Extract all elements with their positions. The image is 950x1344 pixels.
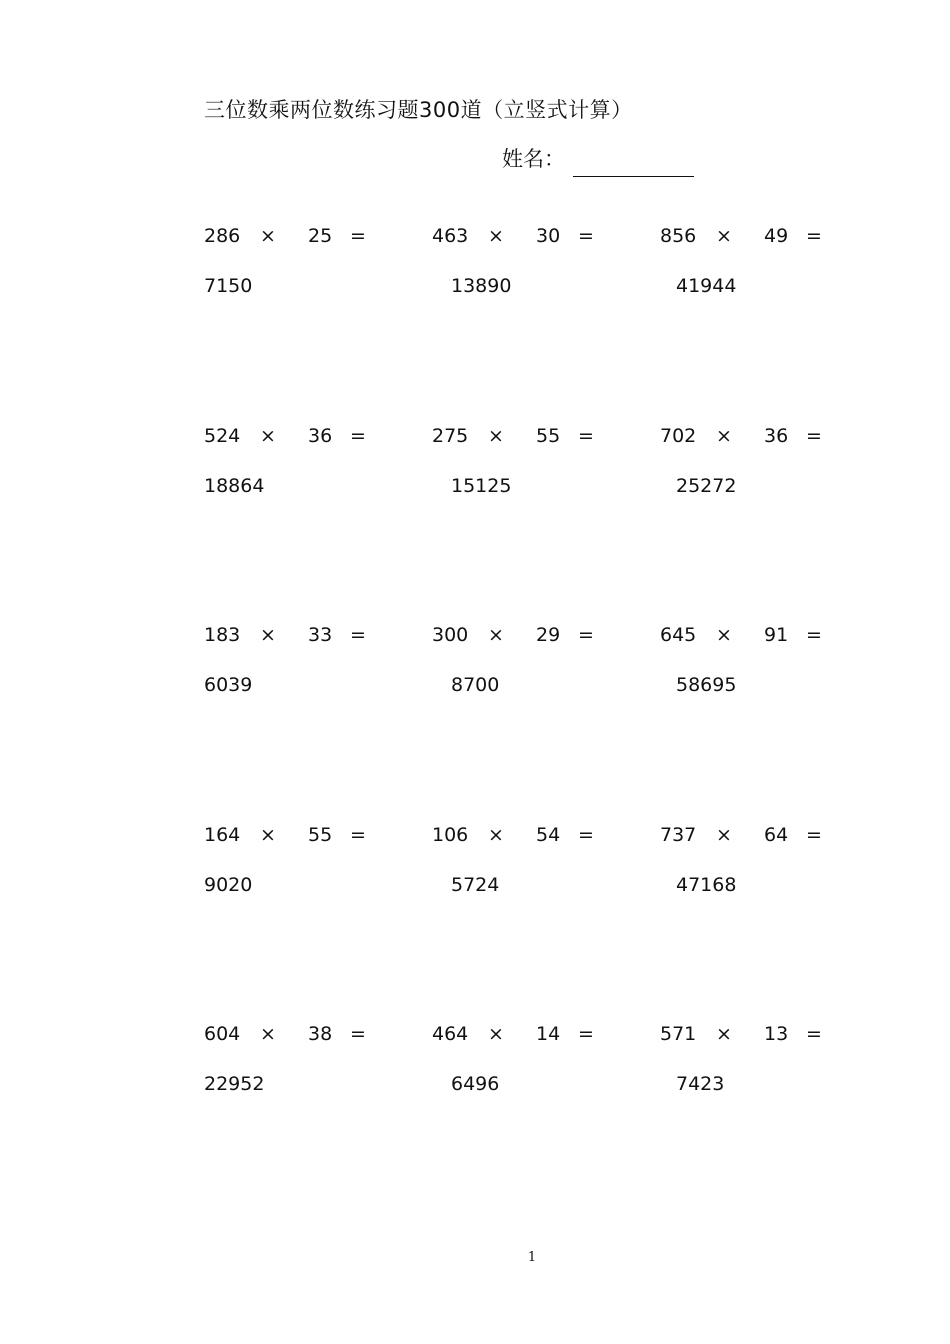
equals-sign: =	[806, 624, 822, 646]
multiply-sign: ×	[260, 823, 276, 846]
second-operand: 36	[764, 424, 789, 447]
second-operand: 54	[536, 823, 561, 846]
first-operand: 604	[204, 1023, 241, 1045]
second-operand: 36	[308, 424, 333, 447]
answer: 22952	[204, 1073, 265, 1095]
second-operand: 14	[536, 1023, 561, 1045]
name-label: 姓名：	[502, 147, 565, 171]
answer: 13890	[451, 275, 512, 297]
problem	[660, 623, 830, 647]
problem	[432, 1022, 602, 1046]
answer: 58695	[676, 674, 737, 696]
multiply-sign: ×	[716, 225, 732, 247]
problem	[432, 424, 602, 448]
problem	[204, 224, 374, 248]
equals-sign: =	[350, 624, 366, 646]
second-operand: 25	[308, 225, 333, 247]
equals-sign: =	[578, 823, 594, 846]
first-operand: 856	[660, 225, 697, 247]
problem	[660, 424, 830, 448]
answer: 18864	[204, 474, 265, 497]
multiply-sign: ×	[488, 225, 504, 247]
first-operand: 702	[660, 424, 697, 447]
second-operand: 49	[764, 225, 789, 247]
first-operand: 106	[432, 823, 469, 846]
first-operand: 464	[432, 1023, 469, 1045]
problem	[204, 424, 374, 448]
multiply-sign: ×	[488, 624, 504, 646]
equals-sign: =	[806, 424, 822, 447]
multiply-sign: ×	[260, 624, 276, 646]
first-operand: 645	[660, 624, 697, 646]
second-operand: 13	[764, 1023, 789, 1045]
problem	[660, 224, 830, 248]
first-operand: 463	[432, 225, 469, 247]
second-operand: 38	[308, 1023, 333, 1045]
problem	[432, 623, 602, 647]
equals-sign: =	[578, 225, 594, 247]
second-operand: 30	[536, 225, 561, 247]
equals-sign: =	[578, 424, 594, 447]
equals-sign: =	[350, 424, 366, 447]
first-operand: 275	[432, 424, 469, 447]
second-operand: 55	[536, 424, 561, 447]
problem	[432, 823, 602, 847]
answer: 25272	[676, 474, 737, 497]
answer: 6496	[451, 1073, 500, 1095]
first-operand: 183	[204, 624, 241, 646]
first-operand: 737	[660, 823, 697, 846]
answer: 47168	[676, 873, 737, 896]
problem	[660, 1022, 830, 1046]
answer: 8700	[451, 674, 500, 696]
multiply-sign: ×	[716, 624, 732, 646]
first-operand: 524	[204, 424, 241, 447]
name-blank-line	[573, 176, 694, 177]
second-operand: 33	[308, 624, 333, 646]
equals-sign: =	[806, 1023, 822, 1045]
first-operand: 300	[432, 624, 469, 646]
problem	[660, 823, 830, 847]
multiply-sign: ×	[716, 424, 732, 447]
multiply-sign: ×	[488, 424, 504, 447]
multiply-sign: ×	[488, 1023, 504, 1045]
first-operand: 164	[204, 823, 241, 846]
first-operand: 571	[660, 1023, 697, 1045]
multiply-sign: ×	[488, 823, 504, 846]
answer: 6039	[204, 674, 253, 696]
problem	[204, 623, 374, 647]
equals-sign: =	[578, 624, 594, 646]
multiply-sign: ×	[260, 1023, 276, 1045]
page-title: 三位数乘两位数练习题300道（立竖式计算）	[204, 98, 633, 122]
multiply-sign: ×	[716, 1023, 732, 1045]
equals-sign: =	[350, 823, 366, 846]
problem	[204, 1022, 374, 1046]
answer: 9020	[204, 873, 253, 896]
answer: 7423	[676, 1073, 725, 1095]
problem	[204, 823, 374, 847]
second-operand: 55	[308, 823, 333, 846]
answer: 15125	[451, 474, 512, 497]
equals-sign: =	[578, 1023, 594, 1045]
equals-sign: =	[806, 823, 822, 846]
equals-sign: =	[806, 225, 822, 247]
equals-sign: =	[350, 1023, 366, 1045]
second-operand: 91	[764, 624, 789, 646]
problem	[432, 224, 602, 248]
first-operand: 286	[204, 225, 241, 247]
answer: 7150	[204, 275, 253, 297]
multiply-sign: ×	[716, 823, 732, 846]
page-number: 1	[527, 1250, 537, 1265]
equals-sign: =	[350, 225, 366, 247]
second-operand: 29	[536, 624, 561, 646]
multiply-sign: ×	[260, 225, 276, 247]
answer: 41944	[676, 275, 737, 297]
answer: 5724	[451, 873, 500, 896]
multiply-sign: ×	[260, 424, 276, 447]
second-operand: 64	[764, 823, 789, 846]
